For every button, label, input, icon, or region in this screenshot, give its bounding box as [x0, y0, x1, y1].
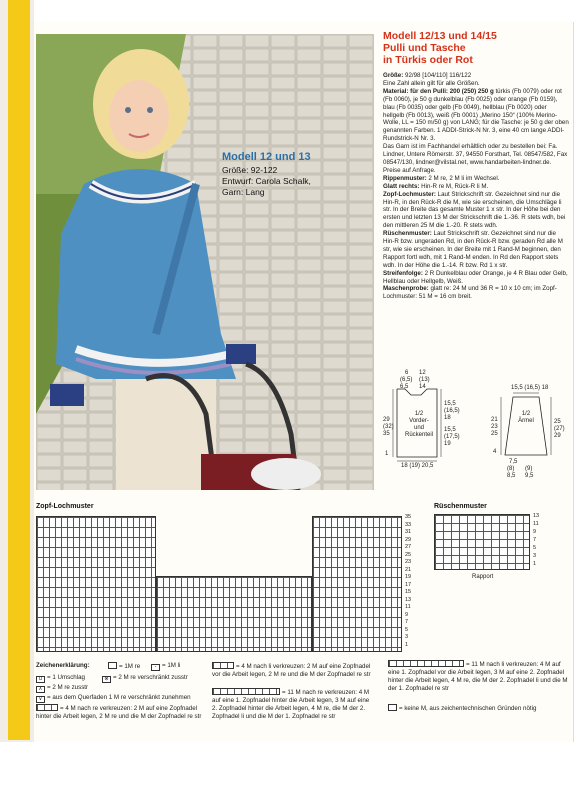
instruction-text: Das Garn ist im Fachhandel erhältlich oder zu bestellen bei: Fa. Lindner, Untere Römerstr. 37, 94550 Forsthart, Tel. 08547/582, Fax 08547/130, lindner@vilstal.net, www.handarbeiten-lindner.de. Preise auf Anfrage.	[383, 143, 568, 174]
chart-row-number: 7	[405, 619, 409, 625]
chart-row-number: 27	[405, 544, 412, 550]
body-piece-label: 1/2 Vorder- und Rückenteil	[405, 411, 434, 438]
height-dim-2: (32)	[383, 424, 394, 430]
legend-cable-11-right	[212, 688, 372, 721]
sleeve-left-4: 4	[493, 449, 497, 455]
instruction-text: Eine Zahl allein gilt für alle Größen.	[383, 79, 480, 87]
sleeve-bottom-3: 8,5	[507, 473, 516, 479]
instruction-paragraph	[383, 72, 569, 80]
legend-no-stitch-text: = keine M, aus zeichentechnischen Gründen nötig	[399, 705, 537, 712]
instruction-heading: Rippenmuster:	[383, 174, 427, 182]
chart-row-number: 7	[533, 537, 537, 543]
instruction-text: türkis (Fb 0079) oder rot (Fb 0060), je 50 g dunkelblau (Fb 0025) oder orange (Fb 0159), blau (Fb 0035) oder gelb (Fb 0049), hellblau (Fb 0020) oder hellgelb (Fb 0013), weiß (Fb 0001) „Merino 150“ (100% Merino-Wolle, LL = 150 m/50 g) von LANG; für die Tasche: je 50 g der oben genannten Farben. 1 ADDI-Strick-N Nr. 3, eine 40 cm lange ADDI-Rundstrick-N Nr. 3.	[383, 87, 569, 143]
purl-symbol: -	[151, 664, 160, 671]
legend-k2tog-text: = 2 M re zusstr	[47, 684, 89, 691]
legend-purl	[151, 662, 180, 671]
yellow-page-border	[8, 0, 30, 740]
instruction-heading: Glatt rechts:	[383, 182, 420, 190]
side-dim-5: (17,5)	[444, 434, 460, 440]
legend-increase-text: = aus dem Querfaden 1 M re verschränkt zunehmen	[47, 694, 191, 701]
page-bottom-margin	[0, 742, 582, 800]
legend-knit-text: = 1M re	[119, 663, 141, 670]
cable-11-right-symbol	[212, 688, 280, 695]
instruction-paragraph	[383, 88, 569, 143]
chart-row-number: 11	[533, 521, 539, 527]
sleeve-bottom-5: 9,5	[525, 473, 534, 479]
sleeve-right-3: 29	[554, 433, 561, 439]
neck-dim-6: 6,5	[400, 384, 409, 390]
instruction-paragraph	[383, 191, 569, 231]
instruction-heading: Rüschenmuster:	[383, 230, 432, 238]
chart-row-number: 15	[405, 589, 412, 595]
chart-row-number: 9	[405, 611, 409, 618]
legend-cable-4-left-text: = 4 M nach li verkreuzen: 2 M auf eine Zopfnadel vor die Arbeit legen, 2 M re und die M der Zopfnadel re str	[212, 663, 371, 678]
zopf-chart-right	[312, 516, 402, 652]
chart-row-number: 33	[405, 521, 412, 528]
instruction-paragraph	[383, 230, 569, 270]
size-range: Größe: 92-122	[222, 165, 278, 175]
child-photo	[36, 34, 374, 490]
sleeve-bottom-4: (9)	[525, 466, 533, 472]
width-dim: 18 (19) 20,5	[401, 463, 434, 469]
height-dim-3: 35	[383, 431, 390, 437]
knit-symbol	[108, 662, 117, 669]
legend-yarnover-text: = 1 Umschlag	[47, 674, 86, 681]
instruction-heading: Streifenfolge:	[383, 269, 423, 277]
zopf-chart-left	[36, 516, 156, 652]
chart-row-number: 29	[405, 536, 412, 543]
design-credit: Entwurf: Carola Schalk,	[222, 176, 311, 186]
instruction-heading: Maschenprobe:	[383, 285, 429, 293]
height-dim-4: 1	[385, 451, 389, 457]
chart-row-number: 1	[533, 561, 537, 567]
legend-knit	[108, 662, 140, 671]
instruction-heading: Größe:	[383, 72, 404, 79]
height-dim-1: 29	[383, 417, 390, 423]
chart-row-number: 3	[405, 634, 409, 640]
side-dim-1: 15,5	[444, 401, 456, 407]
chart-row-number: 11	[405, 604, 411, 610]
chart-row-number: 5	[533, 545, 537, 551]
legend-k2tog-tbl-text: = 2 M re verschränkt zusstr	[113, 674, 188, 681]
legend-cable-4-left	[212, 662, 372, 679]
legend-purl-text: = 1M li	[162, 662, 181, 669]
k2tog-tbl-symbol: ⊗	[102, 676, 111, 683]
sleeve-top-dim: 15,5 (16,5) 18	[511, 385, 549, 391]
chart-row-number: 31	[405, 529, 412, 535]
neck-dim-4: (13)	[419, 377, 430, 383]
sleeve-right-1: 25	[554, 419, 561, 425]
photo-illustration	[36, 34, 374, 490]
increase-symbol: ∨	[36, 696, 45, 703]
chart-row-number: 3	[533, 553, 537, 559]
yarn-credit: Garn: Lang	[222, 187, 265, 197]
instruction-text: Hin-R re M, Rück-R li M.	[419, 182, 489, 190]
chart-row-number: 21	[405, 566, 412, 573]
chart-row-number: 13	[405, 596, 412, 603]
rueschen-chart-title: Rüschenmuster	[434, 503, 487, 510]
instruction-paragraph	[383, 143, 569, 175]
zopf-chart-title: Zopf-Lochmuster	[36, 503, 94, 510]
legend-cable-4-right	[36, 704, 206, 721]
chart-row-number: 19	[405, 574, 412, 580]
legend-cable-11-left	[388, 660, 572, 693]
title-line: Modell 12/13 und 14/15	[383, 30, 497, 42]
sleeve-bottom-2: (8)	[507, 466, 515, 472]
instruction-text: Laut Strickschrift str. Gezeichnet sind nur die Hin-R bzw. ungeraden Rd, in den Rück-R bzw. geraden Rd alle M str, wie sie erscheinen. In der Breite mit 1 Rand-M beginnen, den Rapport fortl wdh, mit 1 Rand-M enden. In Rd den Rapport stets wdh. In der Höhe die 1.-14. R bzw. Rd 1 x str.	[383, 230, 563, 269]
cable-4-right-symbol	[36, 704, 58, 711]
chart-row-number: 23	[405, 559, 412, 565]
legend-k2tog	[36, 684, 88, 693]
sleeve-bottom-1: 7,5	[509, 459, 518, 465]
cable-4-left-symbol	[212, 662, 234, 669]
yarnover-symbol: U	[36, 676, 45, 683]
chart-row-number: 13	[533, 513, 540, 519]
instruction-text: glatt re: 24 M und 36 R = 10 x 10 cm; im Zopf-Lochmuster: 51 M = 16 cm breit.	[383, 285, 557, 301]
side-dim-2: (16,5)	[444, 408, 460, 414]
instruction-paragraph	[383, 80, 569, 88]
sleeve-label: 1/2 Ärmel	[518, 411, 534, 424]
legend-title: Zeichenerklärung:	[36, 662, 90, 669]
model-number: Modell 12 und 13	[222, 151, 311, 163]
instruction-heading: Zopf-Lochmuster:	[383, 190, 436, 198]
instruction-paragraph	[383, 270, 569, 286]
sleeve-right-2: (27)	[554, 426, 565, 432]
chart-row-number: 17	[405, 581, 412, 588]
instruction-text: 2 M re, 2 M li im Wechsel.	[426, 174, 500, 182]
instructions-text	[383, 72, 569, 301]
legend-k2tog-tbl	[102, 674, 188, 683]
neck-dim-3: (6,5)	[400, 377, 413, 383]
chart-row-number: 5	[405, 626, 409, 633]
legend-cable-11-right-text: = 11 M nach re verkreuzen: 4 M auf eine 1. Zopfnadel hinter die Arbeit legen, 3 M auf eine 2. Zopfnadel hinter die Arbeit legen, 4 M re, die M der 2. Zopfnadel li und die M der 1. Zopfnadel re str	[212, 689, 370, 720]
legend-yarnover	[36, 674, 85, 683]
schematic-diagrams	[383, 367, 569, 485]
instruction-text: 2 R Dunkelblau oder Orange, je 4 R Blau oder Gelb, Hellblau oder Hellgelb, Weiß.	[383, 269, 568, 285]
zopf-row-numbers	[405, 514, 411, 649]
neck-dim-2: 12	[419, 370, 426, 376]
sleeve-left-2: 23	[491, 424, 498, 430]
legend-increase	[36, 694, 191, 703]
neck-dim-1: 6	[405, 370, 409, 376]
neck-dim-5: 14	[419, 384, 426, 390]
legend-cable-4-right-text: = 4 M nach re verkreuzen: 2 M auf eine Zopfnadel hinter die Arbeit legen, 2 M re und die M der Zopfnadel re str	[36, 705, 202, 720]
title-line: Pulli und Tasche	[383, 42, 466, 54]
side-dim-4: 15,5	[444, 427, 456, 433]
rapport-label: Rapport	[472, 574, 494, 580]
instruction-text: 92/98 [104/110] 116/122	[403, 72, 472, 79]
sleeve-left-1: 21	[491, 417, 498, 423]
chart-row-number: 25	[405, 551, 412, 558]
instruction-text: Laut Strickschrift str. Gezeichnet sind nur die Hin-R, in den Rück-R die M, wie sie erscheinen, die Umschläge li str. In der Breite das gesamte Muster 1 x str. In der Höhe bei den ersten und letzten 13 M der Strickschrift die 1.-36. R stets wdh, bei den mittleren 25 M die 1.-20. R stets wdh.	[383, 190, 566, 230]
instruction-paragraph	[383, 285, 569, 301]
pattern-title	[383, 30, 569, 66]
title-line: in Türkis oder Rot	[383, 54, 473, 66]
legend-no-stitch	[388, 704, 572, 713]
rueschen-chart	[434, 514, 530, 570]
chart-row-number: 35	[405, 514, 412, 520]
no-stitch-symbol	[388, 704, 397, 711]
photo-caption	[222, 152, 372, 198]
rueschen-row-numbers	[533, 512, 539, 568]
instruction-heading: Material: für den Pulli: 200 (250) 250 g	[383, 87, 494, 95]
instruction-paragraph	[383, 183, 569, 191]
instructions-column	[383, 30, 569, 301]
cable-11-left-symbol	[388, 660, 464, 667]
side-dim-6: 19	[444, 441, 451, 447]
legend-cable-11-left-text: = 11 M nach li verkreuzen: 4 M auf eine 1. Zopfnadel vor die Arbeit legen, 3 M auf eine 2. Zopfnadel hinter die Arbeit legen, 4 M re, die M der 2. Zopfnadel li und die M der 1. Zopfnadel re str	[388, 661, 568, 692]
side-dim-3: 18	[444, 415, 451, 421]
chart-row-number: 9	[533, 529, 537, 535]
sleeve-left-3: 25	[491, 431, 498, 437]
zopf-chart-middle	[156, 576, 312, 652]
instruction-paragraph	[383, 175, 569, 183]
chart-row-number: 1	[405, 641, 409, 648]
k2tog-symbol: ∧	[36, 686, 45, 693]
